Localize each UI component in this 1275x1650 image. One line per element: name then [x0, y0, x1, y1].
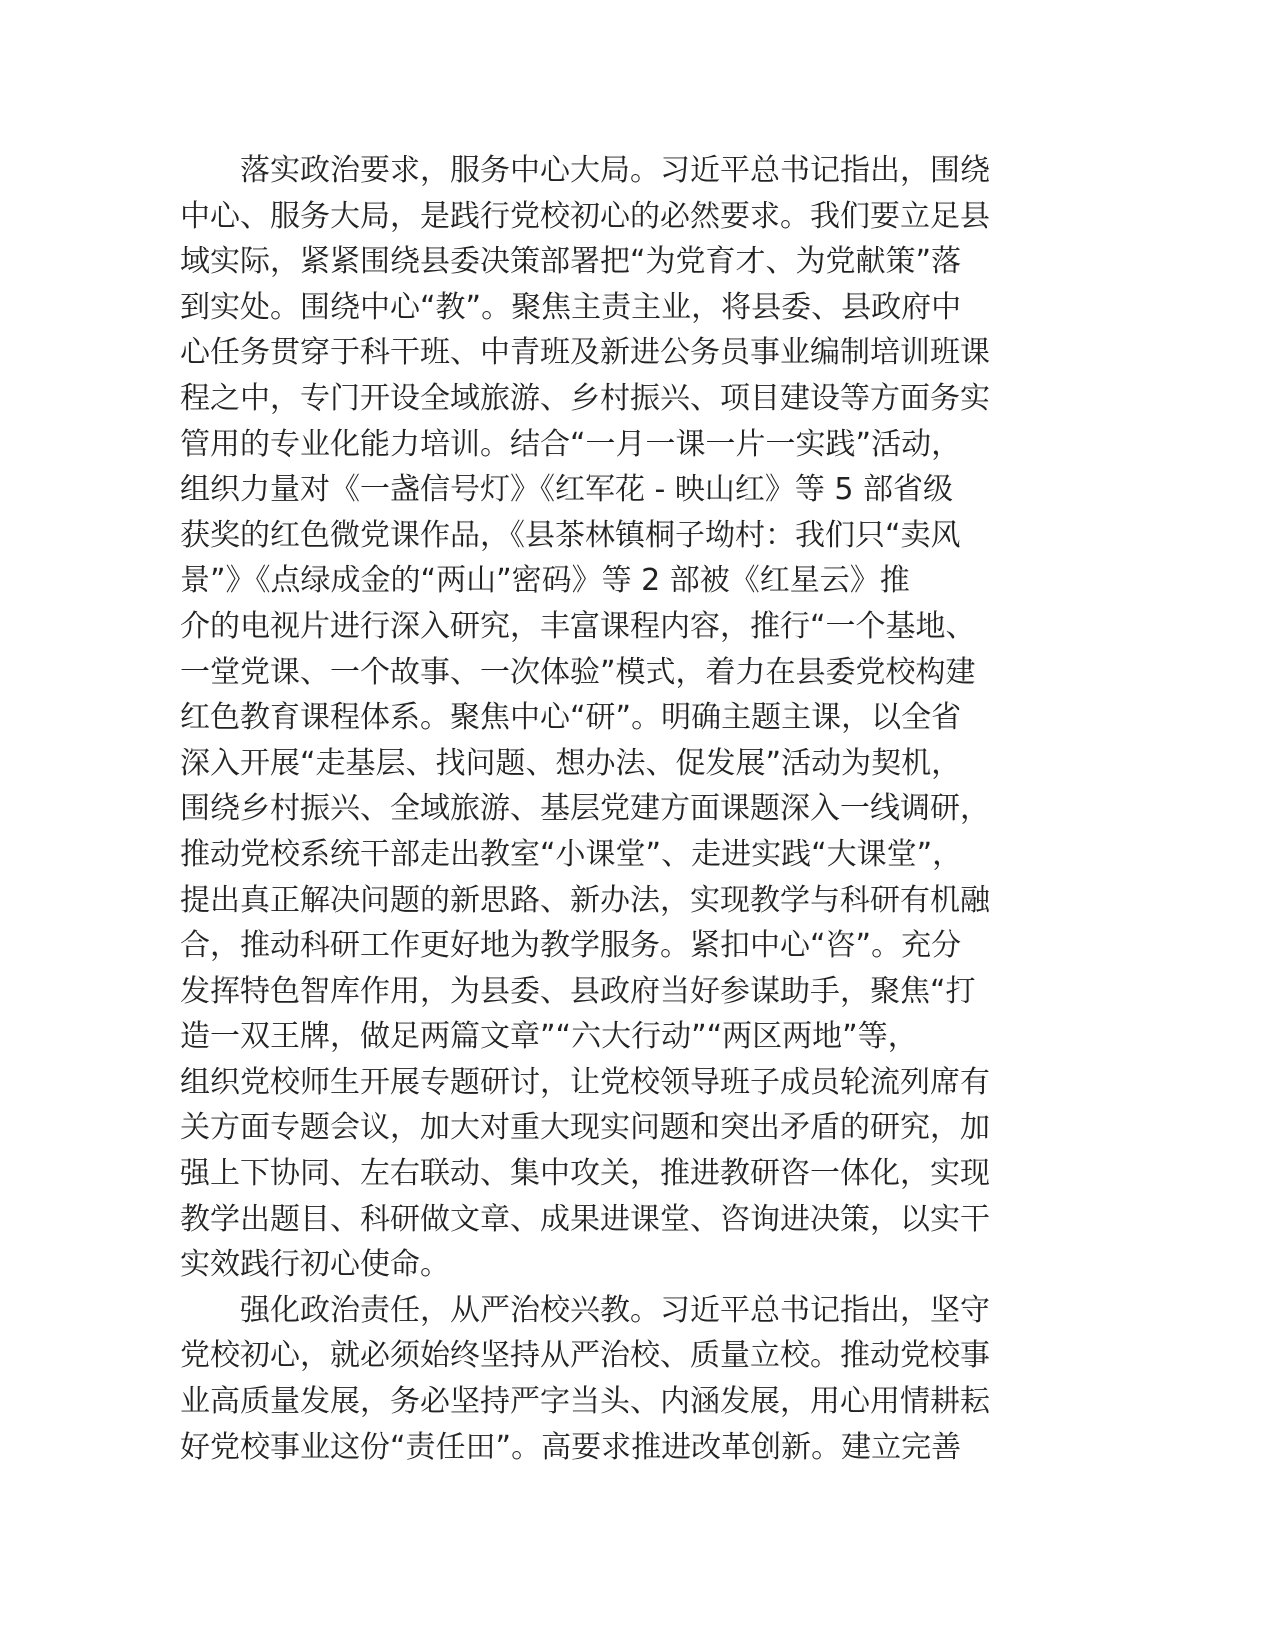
text-line: 业高质量发展，务必坚持严字当头、内涵发展，用心用情耕耘 — [180, 1384, 990, 1420]
text-line: 组织党校师生开展专题研讨，让党校领导班子成员轮流列席有 — [180, 1064, 990, 1100]
text-line: 景”》《点绿成金的“两山”密码》等 2 部被《红星云》推 — [180, 563, 910, 599]
text-line: 实效践行初心使命。 — [180, 1247, 450, 1283]
text-line: 提出真正解决问题的新思路、新办法，实现教学与科研有机融 — [180, 882, 990, 918]
text-line: 强上下协同、左右联动、集中攻关，推进教研咨一体化，实现 — [180, 1156, 990, 1192]
text-line: 介的电视片进行深入研究，丰富课程内容，推行“一个基地、 — [180, 608, 976, 644]
text-line: 推动党校系统干部走出教室“小课堂”、走进实践“大课堂”， — [180, 836, 963, 872]
text-line: 心任务贯穿于科干班、中青班及新进公务员事业编制培训班课 — [180, 335, 990, 371]
body-text — [180, 148, 1060, 1470]
text-line: 深入开展“走基层、找问题、想办法、促发展”活动为契机， — [180, 745, 962, 781]
text-line: 红色教育课程体系。聚焦中心“研”。明确主题主课，以全省 — [180, 700, 962, 736]
text-line: 域实际，紧紧围绕县委决策部署把“为党育才、为党献策”落 — [180, 244, 962, 280]
text-line: 围绕乡村振兴、全域旅游、基层党建方面课题深入一线调研， — [180, 791, 990, 827]
text-line: 造一双王牌，做足两篇文章”“六大行动”“两区两地”等， — [180, 1019, 918, 1055]
text-line: 一堂党课、一个故事、一次体验”模式，着力在县委党校构建 — [180, 654, 976, 690]
text-line: 组织力量对《一盏信号灯》《红军花 - 映山红》等 5 部省级 — [180, 472, 954, 508]
text-line: 党校初心，就必须始终坚持从严治校、质量立校。推动党校事 — [180, 1338, 990, 1374]
text-line: 中心、服务大局，是践行党校初心的必然要求。我们要立足县 — [180, 198, 990, 234]
text-line: 获奖的红色微党课作品，《县茶林镇桐子坳村：我们只“卖风 — [180, 517, 961, 553]
text-line: 到实处。围绕中心“教”。聚焦主责主业，将县委、县政府中 — [180, 289, 962, 325]
text-line: 管用的专业化能力培训。结合“一月一课一片一实践”活动， — [180, 426, 962, 462]
text-line: 强化政治责任，从严治校兴教。习近平总书记指出，坚守 — [180, 1292, 990, 1328]
text-line: 合，推动科研工作更好地为教学服务。紧扣中心“咨”。充分 — [180, 928, 962, 964]
text-line: 发挥特色智库作用，为县委、县政府当好参谋助手，聚焦“打 — [180, 973, 976, 1009]
text-line: 落实政治要求，服务中心大局。习近平总书记指出，围绕 — [180, 153, 990, 188]
text-line: 关方面专题会议，加大对重大现实问题和突出矛盾的研究，加 — [180, 1110, 990, 1146]
text-line: 好党校事业这份“责任田”。高要求推进改革创新。建立完善 — [180, 1429, 962, 1465]
text-line: 教学出题目、科研做文章、成果进课堂、咨询进决策，以实干 — [180, 1201, 990, 1237]
text-line: 程之中，专门开设全域旅游、乡村振兴、项目建设等方面务实 — [180, 380, 990, 416]
